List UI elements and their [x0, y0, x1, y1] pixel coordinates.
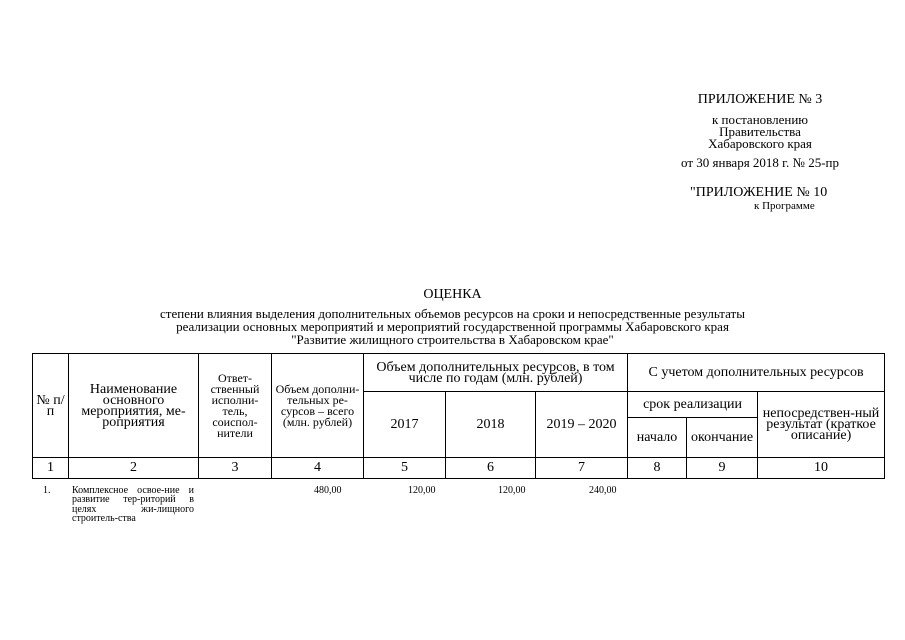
program-appendix-title: "ПРИЛОЖЕНИЕ № 10: [690, 185, 828, 200]
column-number: 4: [272, 458, 364, 479]
column-number: 9: [687, 458, 758, 479]
column-number: 2: [69, 458, 199, 479]
row-num: 1.: [43, 485, 51, 496]
column-number: 1: [33, 458, 69, 479]
row-2018: 120,00: [498, 485, 526, 496]
row-total: 480,00: [314, 485, 342, 496]
program-appendix-block: [690, 186, 880, 212]
header-year-2018: 2018: [446, 392, 536, 458]
appendix-line: к постановлению: [711, 112, 809, 127]
appendix-line: Хабаровского края: [708, 136, 812, 151]
header-name: Наименование основного мероприятия, ме-роприятия: [69, 354, 199, 458]
column-number: 10: [758, 458, 885, 479]
row-2019-2020: 240,00: [589, 485, 617, 496]
header-year-2019-2020: 2019 – 2020: [536, 392, 628, 458]
header-extra-group: Объем дополнительных ресурсов, в том числе по годам (млн. рублей): [364, 354, 628, 392]
header-num: № п/п: [33, 354, 69, 458]
column-number: 8: [628, 458, 687, 479]
header-consider-group: С учетом дополнительных ресурсов: [628, 354, 885, 392]
appendix-date: от 30 января 2018 г. № 25-пр: [681, 155, 839, 170]
program-appendix-sub: к Программе: [754, 200, 815, 212]
column-number: 5: [364, 458, 446, 479]
appendix-block: [640, 92, 880, 169]
header-responsible: Ответ-ственный исполни-тель, соиспол-нители: [199, 354, 272, 458]
row-2017: 120,00: [408, 485, 436, 496]
header-year-2017: 2017: [364, 392, 446, 458]
subtitle-line: "Развитие жилищного строительства в Хабаровском крае": [291, 332, 614, 347]
document-title: ОЦЕНКА: [423, 287, 482, 302]
column-number: 3: [199, 458, 272, 479]
appendix-line: Правительства: [719, 124, 801, 139]
subtitle-line: реализации основных мероприятий и мероприятий государственной программы Хабаровского края: [176, 319, 729, 334]
column-number: 7: [536, 458, 628, 479]
subtitle-line: степени влияния выделения дополнительных объемов ресурсов на сроки и непосредственные результаты: [160, 306, 745, 321]
header-start: начало: [628, 418, 687, 458]
resources-table: [32, 353, 885, 479]
header-period: срок реализации: [628, 392, 758, 418]
header-end: окончание: [687, 418, 758, 458]
appendix-title: ПРИЛОЖЕНИЕ № 3: [697, 92, 823, 107]
header-volume: Объем дополни-тельных ре-сурсов – всего (млн. рублей): [272, 354, 364, 458]
header-result: непосредствен-ный результат (краткое описание): [758, 392, 885, 458]
document-subtitle: [0, 307, 905, 346]
row-name: Комплексное освое-ние и развитие тер-риторий в целях жи-лищного строитель-ства: [72, 485, 194, 525]
column-number: 6: [446, 458, 536, 479]
